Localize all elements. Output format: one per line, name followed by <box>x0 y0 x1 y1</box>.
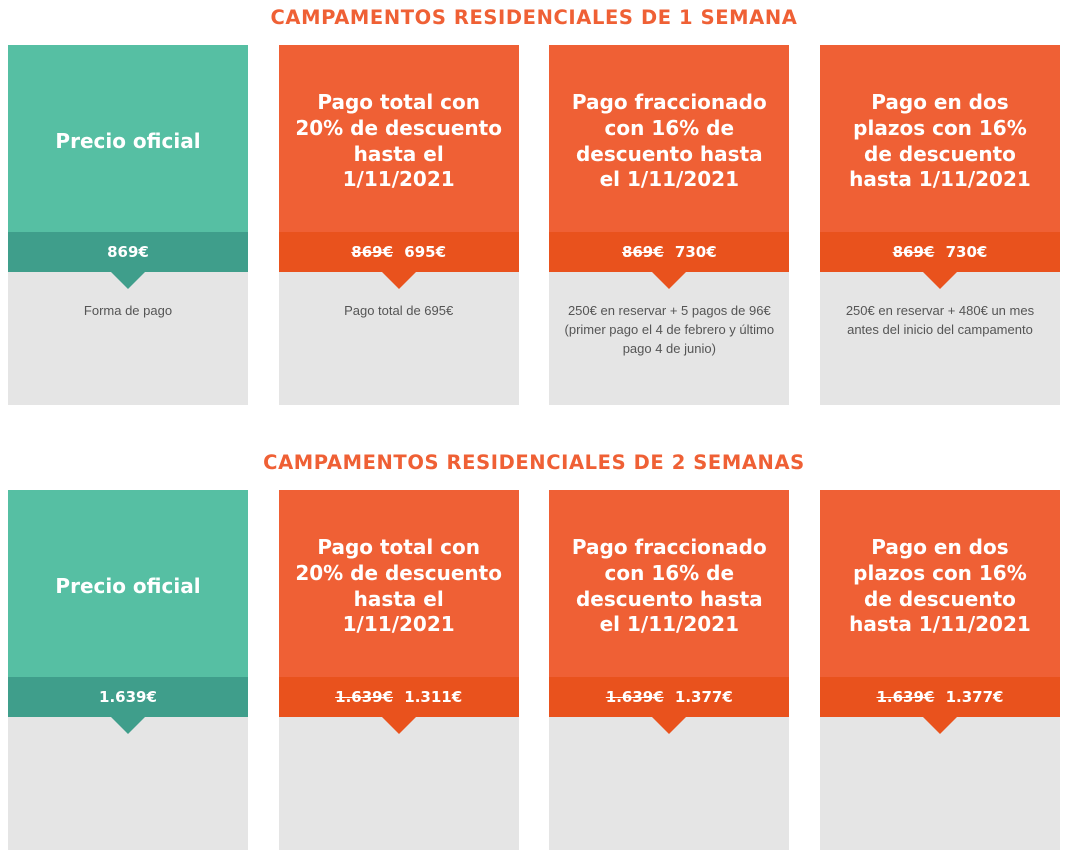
card-price-band <box>8 232 248 272</box>
card-heading: Pago en dos plazos con 16% de descuento hasta 1/11/2021 <box>820 490 1060 677</box>
card-old-price: 1.639€ <box>335 688 394 706</box>
card-price-value: 1.377€ <box>945 688 1004 706</box>
card-price-band <box>549 677 789 717</box>
card-old-price: 1.639€ <box>876 688 935 706</box>
pricing-card-official-1week <box>8 45 248 405</box>
card-price-band <box>8 677 248 717</box>
card-price-value: 730€ <box>945 243 988 261</box>
card-old-price: 869€ <box>892 243 935 261</box>
card-body-text <box>8 717 248 850</box>
card-body-text: Forma de pago <box>8 272 248 405</box>
card-body-text: 250€ en reservar + 5 pagos de 96€ (primer pago el 4 de febrero y último pago 4 de junio) <box>549 272 789 405</box>
pricing-cards-section-1 <box>0 45 1068 405</box>
pricing-card-installments-2weeks <box>549 490 789 850</box>
card-price-value: 1.639€ <box>99 688 157 706</box>
card-old-price: 869€ <box>351 243 394 261</box>
card-heading: Pago en dos plazos con 16% de descuento hasta 1/11/2021 <box>820 45 1060 232</box>
card-heading: Pago fraccionado con 16% de descuento hasta el 1/11/2021 <box>549 490 789 677</box>
card-heading: Pago total con 20% de descuento hasta el 1/11/2021 <box>279 490 519 677</box>
card-heading: Pago total con 20% de descuento hasta el 1/11/2021 <box>279 45 519 232</box>
pricing-card-two-payments-2weeks <box>820 490 1060 850</box>
card-price-value: 1.377€ <box>674 688 733 706</box>
card-heading: Precio oficial <box>8 490 248 677</box>
card-price-band <box>549 232 789 272</box>
card-price-band <box>279 232 519 272</box>
pricing-card-total-payment-1week <box>279 45 519 405</box>
card-old-price: 1.639€ <box>605 688 664 706</box>
pricing-card-official-2weeks <box>8 490 248 850</box>
card-body-text: Pago total de 695€ <box>279 272 519 405</box>
card-body-text <box>279 717 519 850</box>
card-price-band <box>279 677 519 717</box>
card-body-text <box>549 717 789 850</box>
pricing-cards-section-2 <box>0 490 1068 850</box>
pricing-card-installments-1week <box>549 45 789 405</box>
card-price-value: 695€ <box>404 243 447 261</box>
pricing-card-two-payments-1week <box>820 45 1060 405</box>
card-price-value: 1.311€ <box>404 688 463 706</box>
card-price-band <box>820 232 1060 272</box>
card-body-text <box>820 717 1060 850</box>
section-title-1: CAMPAMENTOS RESIDENCIALES DE 1 SEMANA <box>270 6 798 29</box>
card-heading: Precio oficial <box>8 45 248 232</box>
pricing-card-total-payment-2weeks <box>279 490 519 850</box>
card-body-text: 250€ en reservar + 480€ un mes antes del inicio del campamento <box>820 272 1060 405</box>
card-old-price: 869€ <box>621 243 664 261</box>
card-price-value: 869€ <box>107 243 149 261</box>
section-title-2: CAMPAMENTOS RESIDENCIALES DE 2 SEMANAS <box>263 451 805 474</box>
card-price-value: 730€ <box>674 243 717 261</box>
card-heading: Pago fraccionado con 16% de descuento hasta el 1/11/2021 <box>549 45 789 232</box>
card-price-band <box>820 677 1060 717</box>
